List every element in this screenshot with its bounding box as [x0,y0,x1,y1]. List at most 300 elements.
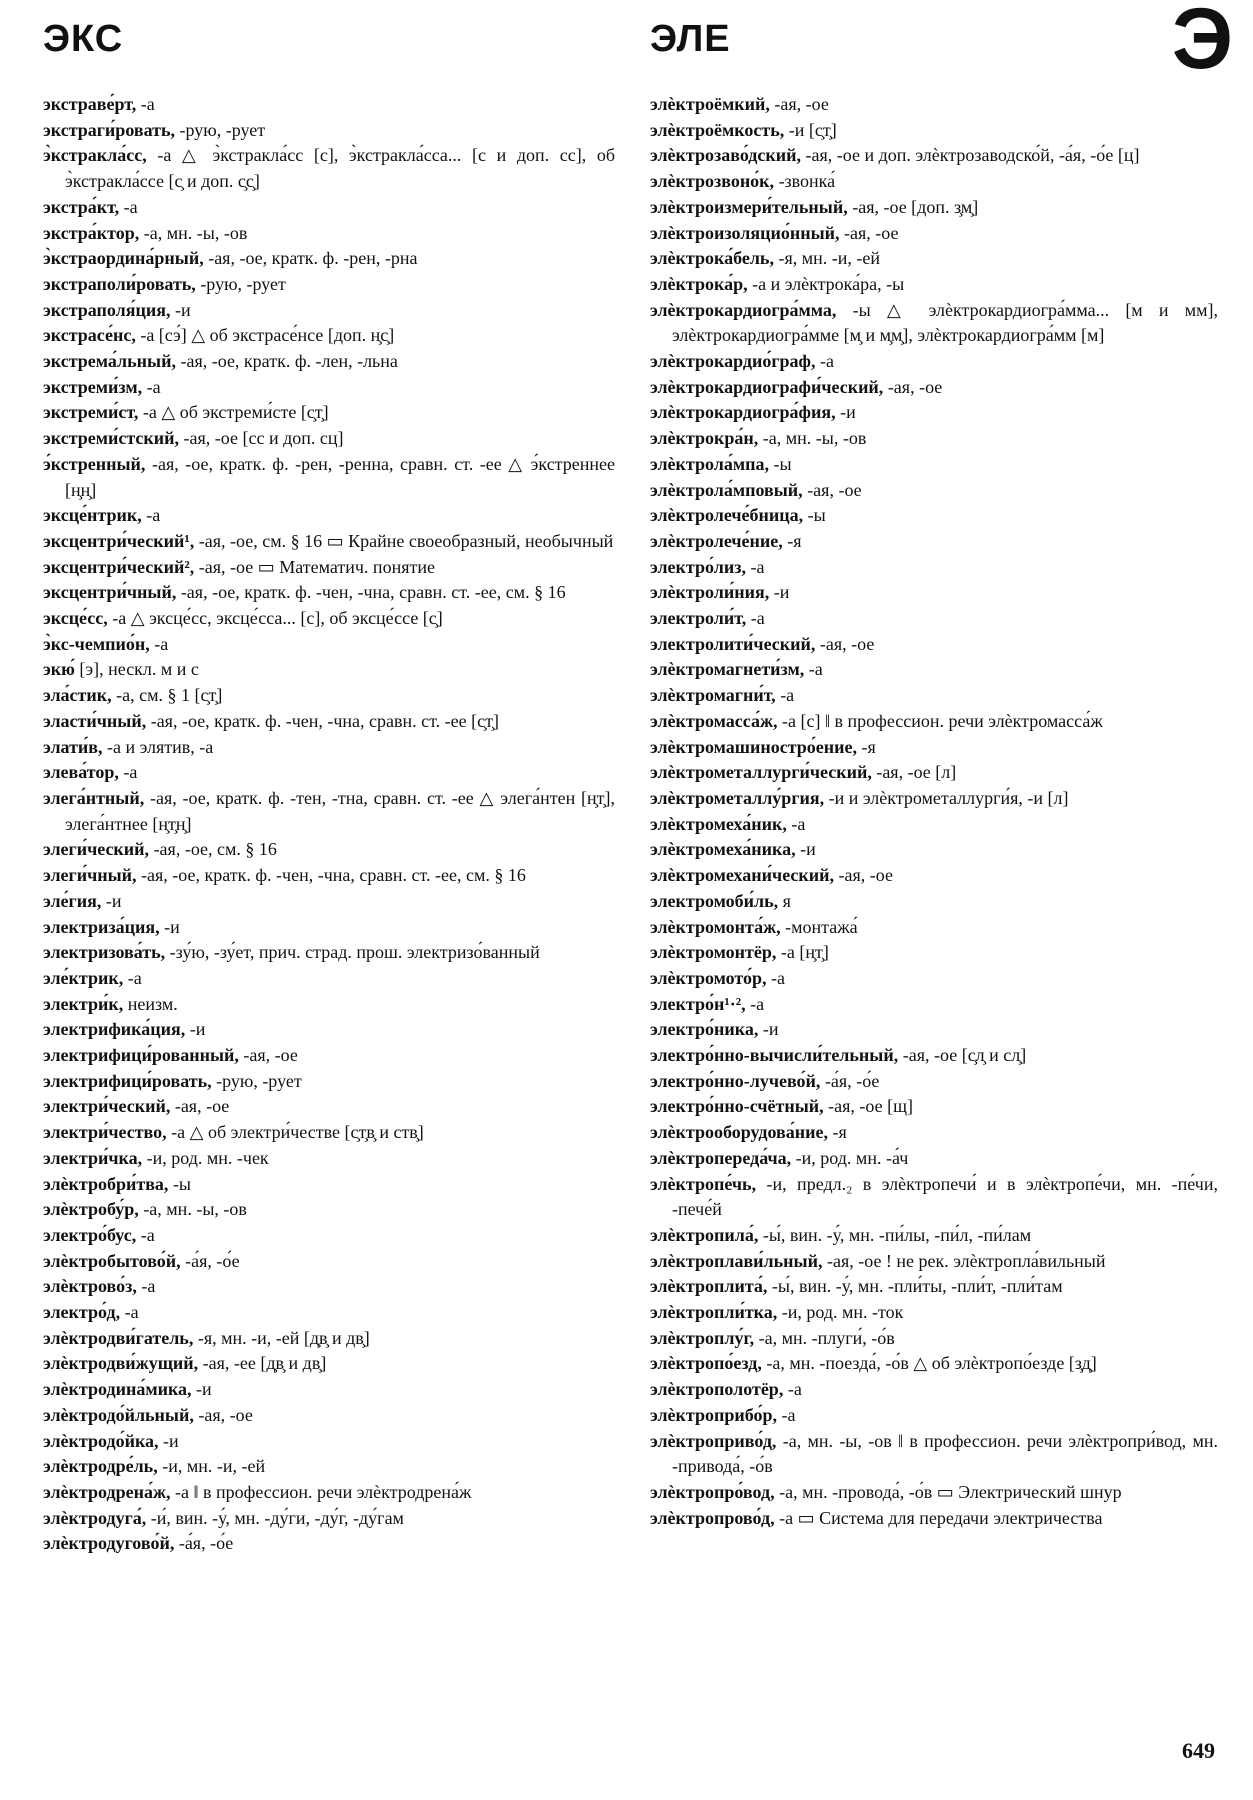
dictionary-entry [650,1249,1218,1275]
dictionary-entry [43,246,615,272]
entry-headword: элѐктродо́йльный, [43,1404,194,1425]
entry-headword: элѐктромеха́ника, [650,839,796,860]
entry-headword: элѐктроёмкий, [650,94,770,114]
entry-definition: -а △ об электри́честве [с̧т̧в̧ и ств̧] [166,1122,424,1143]
entry-definition: -и [с̧т̧] [784,119,837,140]
entry-definition: -ая, -ое, кратк. ф. -тен, -тна, сравн. ст. -ее △ элега́нтен [н̧т̧], элега́нтнее [н̧т̧н̧] [65,787,615,834]
entry-definition: -а, см. § 1 [с̧т̧] [111,685,223,706]
entry-definition: -ая, -ое [839,222,899,243]
entry-definition: -рую, -рует [195,273,286,294]
dictionary-entry [43,863,615,889]
entry-definition: -ая, -ое [815,633,875,654]
entry-headword: элѐктропе́чь, [650,1173,757,1194]
dictionary-entry [43,92,615,118]
dictionary-entry [43,1377,615,1403]
entry-definition: -рую, -рует [175,119,266,140]
dictionary-entry [650,246,1218,272]
entry-definition: неизм. [123,993,178,1014]
entry-headword: эле́ктрик, [43,967,124,988]
entry-definition: -и, род. мн. -ток [777,1302,904,1323]
entry-definition: -ая, -ое [щ] [823,1096,913,1117]
dictionary-entry [650,1043,1218,1069]
dictionary-entry [650,1094,1218,1120]
entry-definition: -и [101,890,122,911]
dictionary-entry [43,1172,615,1198]
dictionary-entry [650,1120,1218,1146]
dictionary-entry [650,503,1218,529]
entry-headword: электрифици́рованный, [43,1045,239,1066]
dictionary-entry [43,915,615,941]
entry-headword: э̀кстракла́сс, [43,145,147,166]
dictionary-entry [43,1531,615,1557]
dictionary-entry [43,1069,615,1095]
dictionary-entry [650,657,1218,683]
entry-headword: элѐктроизмери́тельный, [650,196,848,217]
left-column [43,92,615,1557]
dictionary-entry [43,683,615,709]
entry-definition: -а [783,1379,802,1400]
dictionary-entry [43,580,615,606]
entry-definition: -а [745,993,765,1014]
entry-headword: электри́ческий, [43,1096,171,1117]
dictionary-entry [43,709,615,735]
entry-headword: электри́к, [43,993,124,1014]
entry-headword: элѐктрометаллу́ргия, [650,787,825,808]
dictionary-entry [650,555,1218,581]
dictionary-entry [650,143,1218,169]
dictionary-entry [43,1249,615,1275]
entry-definition: -а [746,608,765,629]
entry-headword: элѐктропрово́д, [650,1507,775,1528]
entry-headword: эле́гия, [43,890,102,911]
entry-headword: элѐктрозвоно́к, [650,171,775,192]
dictionary-entry [650,375,1218,401]
dictionary-entry [43,992,615,1018]
entry-headword: элѐктрола́мповый, [650,479,803,500]
entry-headword: элѐктрокардиогра́фия, [650,402,836,423]
dictionary-entry [43,1300,615,1326]
dictionary-entry [650,1017,1218,1043]
dictionary-entry [650,195,1218,221]
dictionary-entry [43,940,615,966]
entry-headword: экстра́ктор, [43,222,140,243]
entry-headword: элева́тор, [43,762,119,783]
entry-definition: -а [136,1276,156,1297]
entry-definition: -ая, -ое, кратк. ф. -лен, -льна [175,351,398,372]
entry-headword: элѐктрово́з, [43,1276,137,1297]
entry-definition: -ая, -ое [769,94,829,114]
dictionary-entry [43,375,615,401]
dictionary-entry [43,1197,615,1223]
entry-headword: экстра́кт, [43,196,120,217]
entry-headword: элѐктропила́, [650,1224,759,1245]
entry-headword: экстреми́зм, [43,376,143,397]
entry-headword: электро́нно-лучево́й, [650,1070,821,1091]
entry-headword: э́кстренный, [43,453,146,474]
entry-headword: экстреми́стский, [43,428,180,449]
dictionary-entry [650,426,1218,452]
entry-headword: экю́ [43,659,75,680]
entry-headword: элѐктромеха́ник, [650,813,787,834]
dictionary-entry [650,272,1218,298]
entry-definition: -а, мн. -плуги́, -о́в [754,1327,895,1348]
dictionary-entry [650,1403,1218,1429]
entry-definition: -я [828,1122,847,1143]
entry-definition: -и [758,1019,779,1040]
entry-definition: -а [804,659,823,680]
entry-definition: -а́я, -о́е [820,1070,880,1091]
dictionary-entry [650,1172,1218,1223]
entry-definition: -а, мн. -ы, -ов [758,428,867,449]
entry-definition: [э], нескл. м и с [74,659,199,680]
entry-headword: элѐктропереда́ча, [650,1147,792,1168]
entry-headword: элѐктроли́ния, [650,582,770,603]
entry-definition: -ая, -ое [883,376,943,397]
dictionary-entry [650,452,1218,478]
entry-headword: элѐктрооборудова́ние, [650,1122,828,1143]
entry-headword: экстрасе́нс, [43,325,136,346]
entry-headword: электро́нно-счётный, [650,1096,824,1117]
dictionary-entry [43,1146,615,1172]
entry-headword: экстраве́рт, [43,94,137,114]
dictionary-entry [650,400,1218,426]
entry-definition: -а [136,94,155,114]
entry-definition: -и [185,1019,206,1040]
entry-definition: -рую, -рует [211,1070,302,1091]
dictionary-entry [650,1351,1218,1377]
dictionary-entry [650,478,1218,504]
dictionary-entry [43,837,615,863]
entry-definition: -а́я, -о́е [180,1250,240,1271]
entry-definition: -а, мн. -ы, -ов [139,222,248,243]
entry-headword: элѐктроплави́льный, [650,1250,823,1271]
entry-headword: электроли́т, [650,608,747,629]
entry-headword: элѐктробу́р, [43,1199,139,1220]
dictionary-entry [43,1351,615,1377]
dictionary-entry [43,735,615,761]
dictionary-entry [43,966,615,992]
dictionary-entry [43,555,615,581]
dictionary-entry [43,323,615,349]
entry-definition: -я [857,736,876,757]
entry-headword: элѐктропли́тка, [650,1302,778,1323]
entry-headword: элѐктроприво́д, [650,1430,777,1451]
entry-headword: элѐктрока́р, [650,273,748,294]
dictionary-entry [43,272,615,298]
entry-definition: -а, мн. -ы, -ов [138,1199,247,1220]
entry-definition: -ая, -ое [170,1096,230,1117]
dictionary-entry [43,889,615,915]
dictionary-entry [650,606,1218,632]
entry-definition: -а [815,351,834,372]
dictionary-entry [43,1429,615,1455]
dictionary-entry [43,1017,615,1043]
entry-definition: -а [н̧т̧] [776,942,829,963]
entry-definition: -и [159,916,180,937]
entry-definition: -ая, -ое [193,1404,253,1425]
dictionary-entry [650,1429,1218,1480]
entry-headword: эксце́нтрик, [43,505,142,526]
dictionary-entry [43,298,615,324]
dictionary-entry [650,786,1218,812]
dictionary-entry [650,92,1218,118]
entry-headword: элѐктродрена́ж, [43,1481,171,1502]
dictionary-entry [650,580,1218,606]
entry-headword: элѐктрозаво́дский, [650,145,802,166]
entry-definition: -а [120,1302,139,1323]
entry-definition: -я [782,530,802,551]
entry-definition: -и [769,582,790,603]
dictionary-entry [43,1454,615,1480]
entry-headword: эксцентри́чный, [43,582,177,603]
entry-headword: элѐктробытово́й, [43,1250,181,1271]
entry-definition: -звонка́ [774,171,836,192]
entry-headword: экстрема́льный, [43,351,176,372]
dictionary-entry [650,1377,1218,1403]
entry-headword: элѐктрокардио́граф, [650,351,816,372]
dictionary-entry [650,349,1218,375]
entry-definition: -и [170,299,191,320]
dictionary-entry [650,889,1218,915]
entry-headword: элѐктромехани́ческий, [650,865,834,886]
dictionary-entry [650,966,1218,992]
entry-definition: -зу́ю, -зу́ет, прич. страд. прош. электризо́ванный [165,942,540,963]
page-number: 649 [1182,1738,1215,1763]
entry-definition: -ая, -ое, кратк. ф. -чен, -чна, сравн. ст. -ее [с̧т̧] [146,710,499,731]
entry-headword: электро́н¹·², [650,993,746,1014]
entry-headword: элати́в, [43,736,103,757]
entry-headword: экстраполя́ция, [43,299,171,320]
entry-definition: -а [775,685,795,706]
entry-definition: -ая, -ое и доп. элѐктрозаводско́й, -а́я, -о́е [ц] [801,145,1140,166]
entry-definition: -ая, -ое, кратк. ф. -чен, -чна, сравн. ст. -ее, см. § 16 [176,582,566,603]
entry-definition: -а [786,813,806,834]
entry-definition: -а [123,967,142,988]
entry-headword: элѐктроизоляцио́нный, [650,222,840,243]
entry-headword: элѐктромото́р, [650,967,767,988]
entry-definition: -ая, -ое [802,479,862,500]
entry-headword: элѐктродви́гатель, [43,1327,194,1348]
entry-definition: -а [сэ́] △ об экстрасе́нсе [доп. н̧с̧] [135,325,395,346]
entry-headword: электролити́ческий, [650,633,816,654]
entry-definition: -ая, -ое [сс и доп. сц] [179,428,344,449]
dictionary-entry [650,1506,1218,1532]
entry-definition: -ы [803,505,826,526]
entry-definition: -а [119,196,138,217]
entry-headword: электро́нно-вычисли́тельный, [650,1045,899,1066]
dictionary-entry [650,735,1218,761]
entry-headword: электромоби́ль, [650,890,779,911]
dictionary-entry [650,992,1218,1018]
entry-headword: электрифика́ция, [43,1019,186,1040]
entry-headword: электро́лиз, [650,556,746,577]
entry-headword: элега́нтный, [43,787,145,808]
entry-definition: -ы́, вин. -у́, мн. -пли́ты, -пли́т, -пли́там [767,1276,1063,1297]
entry-definition: -ая, -ое [доп. з̧м̧] [847,196,979,217]
entry-headword: элѐктродре́ль, [43,1456,158,1477]
dictionary-entry [650,863,1218,889]
entry-definition: -и, предл.₂ в элѐктропечи́ и в элѐктропе́чи, мн. -пе́чи, -пече́й [672,1173,1218,1220]
entry-headword: элѐктромашиностро́ение, [650,736,857,757]
entry-headword: эксцентри́ческий², [43,556,195,577]
dictionary-entry [650,837,1218,863]
dictionary-entry [43,195,615,221]
entry-definition: -а △ э̀кстракла́сс [с], э̀кстракла́сса... [с и доп. сс], об э̀кстракла́ссе [с̧ и доп. с̧с̧] [65,145,615,192]
dictionary-entry [650,298,1218,349]
entry-definition: -ая, -ое, кратк. ф. -рен, -рна [203,248,418,269]
entry-definition: -а [745,556,765,577]
dictionary-entry [43,1506,615,1532]
entry-headword: электро́д, [43,1302,121,1323]
dictionary-entry [43,349,615,375]
entry-headword: элѐктрометаллурги́ческий, [650,762,872,783]
entry-headword: электро́ника, [650,1019,759,1040]
dictionary-entry [43,1120,615,1146]
entry-definition: -ая, -ое ▭ Математич. понятие [194,556,435,577]
entry-definition: -и, род. мн. -а́ч [791,1147,909,1168]
dictionary-entry [650,118,1218,144]
dictionary-entry [43,632,615,658]
dictionary-entry [650,529,1218,555]
dictionary-entry [650,760,1218,786]
entry-definition: -а [149,633,169,654]
entry-headword: элѐктромагни́т, [650,685,776,706]
entry-definition: -а [766,967,786,988]
entry-definition: -и и элѐктрометаллурги́я, -и [л] [824,787,1069,808]
dictionary-entry [650,1223,1218,1249]
entry-definition: -а [136,1224,155,1245]
entry-headword: элѐктрола́мпа, [650,453,769,474]
entry-headword: элеги́чный, [43,865,137,886]
dictionary-entry [650,1146,1218,1172]
dictionary-entry [650,221,1218,247]
dictionary-entry [43,1223,615,1249]
entry-headword: элѐктромасса́ж, [650,710,778,731]
dictionary-entry [43,503,615,529]
entry-headword: элѐктродуга́, [43,1507,147,1528]
entry-definition: -ы [168,1173,192,1194]
dictionary-entry [650,915,1218,941]
entry-definition: -и [795,839,816,860]
entry-headword: элѐктрополотёр, [650,1379,784,1400]
entry-headword: электри́чество, [43,1122,167,1143]
entry-headword: элѐктрока́бель, [650,248,774,269]
entry-headword: элѐктроплу́г, [650,1327,755,1348]
dictionary-entry [43,1403,615,1429]
entry-headword: элѐктрокардиографи́ческий, [650,376,884,397]
dictionary-entry [650,683,1218,709]
right-column [650,92,1218,1531]
entry-headword: элѐктропо́езд, [650,1353,762,1374]
entry-headword: элѐктрокардиогра́мма, [650,299,837,320]
entry-headword: элѐктролече́бница, [650,505,804,526]
entry-headword: электри́чка, [43,1147,143,1168]
entry-definition: -ая, -ое [834,865,893,886]
entry-definition: -ая, -ое, см. § 16 [149,839,277,860]
dictionary-entry [650,1480,1218,1506]
dictionary-entry [43,786,615,837]
entry-headword: электриза́ция, [43,916,160,937]
entry-headword: электрифици́ровать, [43,1070,212,1091]
dictionary-entry [650,1274,1218,1300]
dictionary-entry [43,221,615,247]
dictionary-entry [43,1326,615,1352]
dictionary-entry [43,452,615,503]
dictionary-entry [650,169,1218,195]
entry-definition: я [778,890,791,911]
entry-headword: элѐктроприбо́р, [650,1404,778,1425]
dictionary-entry [43,657,615,683]
entry-headword: электризова́ть, [43,942,166,963]
dictionary-entry [650,812,1218,838]
entry-definition: -ая, -ое, кратк. ф. -чен, -чна, сравн. ст. -ее, см. § 16 [136,865,526,886]
entry-headword: экстраги́ровать, [43,119,175,140]
entry-definition: -ы [768,453,792,474]
entry-definition: -ая, -ое [с̧л̧ и сл̧] [898,1045,1027,1066]
entry-definition: -ая, -ее [д̧в̧ и дв̧] [198,1353,327,1374]
entry-definition: -а, мн. -поезда́, -о́в △ об элѐктропо́езде [з̧д̧] [761,1353,1097,1374]
entry-headword: э̀кстраордина́рный, [43,248,204,269]
dictionary-entry [650,1069,1218,1095]
entry-headword: эксце́сс, [43,608,108,629]
entry-definition: -ая, -ое ! не рек. элѐктропла́вильный [822,1250,1106,1271]
entry-definition: -и, род. мн. -чек [142,1147,269,1168]
entry-headword: элѐктродина́мика, [43,1379,192,1400]
entry-headword: элѐктромагнети́зм, [650,659,805,680]
entry-definition: -а ‖ в профессион. речи элѐктродрена́ж [170,1481,472,1502]
entry-headword: электро́бус, [43,1224,137,1245]
section-letter: Э [1171,0,1233,87]
dictionary-entry [43,1094,615,1120]
entry-headword: элѐктролече́ние, [650,530,783,551]
entry-definition: -а и элятив, -а [102,736,214,757]
entry-definition: -ы́, вин. -у́, мн. -пи́лы, -пи́л, -пи́лам [758,1224,1032,1245]
dictionary-entry [43,1480,615,1506]
entry-definition: -и [158,1430,179,1451]
dictionary-entry [43,143,615,194]
entry-headword: элѐктродо́йка, [43,1430,159,1451]
dictionary-entry [43,1274,615,1300]
dictionary-entry [650,632,1218,658]
entry-definition: -а [с] ‖ в профессион. речи элѐктромасса́ж [777,710,1103,731]
entry-definition: -ая, -ое, кратк. ф. -рен, -ренна, сравн. ст. -ее △ э́кстреннее [н̧н̧] [65,453,615,500]
entry-headword: эласти́чный, [43,710,147,731]
entry-definition: -а △ эксце́сс, эксце́сса... [с], об эксце́ссе [с̧] [107,608,443,629]
dictionary-entry [43,118,615,144]
entry-headword: элѐктробри́тва, [43,1173,169,1194]
left-guide-word: ЭКС [43,18,124,60]
entry-headword: эла́стик, [43,685,112,706]
entry-headword: элѐктрокра́н, [650,428,759,449]
dictionary-entry [43,529,615,555]
entry-definition: -а [141,505,161,526]
dictionary-entry [650,940,1218,966]
entry-definition: -а, мн. -провода́, -о́в ▭ Электрический шнур [774,1481,1122,1502]
dictionary-entry [43,606,615,632]
entry-definition: -ая, -ое [л] [871,762,957,783]
entry-definition: -а ▭ Система для передачи электричества [774,1507,1103,1528]
entry-definition: -и [191,1379,212,1400]
entry-definition: -а △ об экстреми́сте [с̧т̧] [138,402,329,423]
dictionary-entry [43,760,615,786]
entry-headword: экстраполи́ровать, [43,273,196,294]
entry-headword: элѐктромонта́ж, [650,916,781,937]
entry-headword: экстреми́ст, [43,402,139,423]
dictionary-entry [650,709,1218,735]
dictionary-entry [43,1043,615,1069]
entry-definition: -ы △ элѐктрокардиогра́мма... [м и мм], элѐктрокардиогра́мме [м̧ и м̧м̧], элѐктрокардиогра́мм [м] [672,299,1218,346]
entry-headword: э̀кс-чемпио́н, [43,633,150,654]
